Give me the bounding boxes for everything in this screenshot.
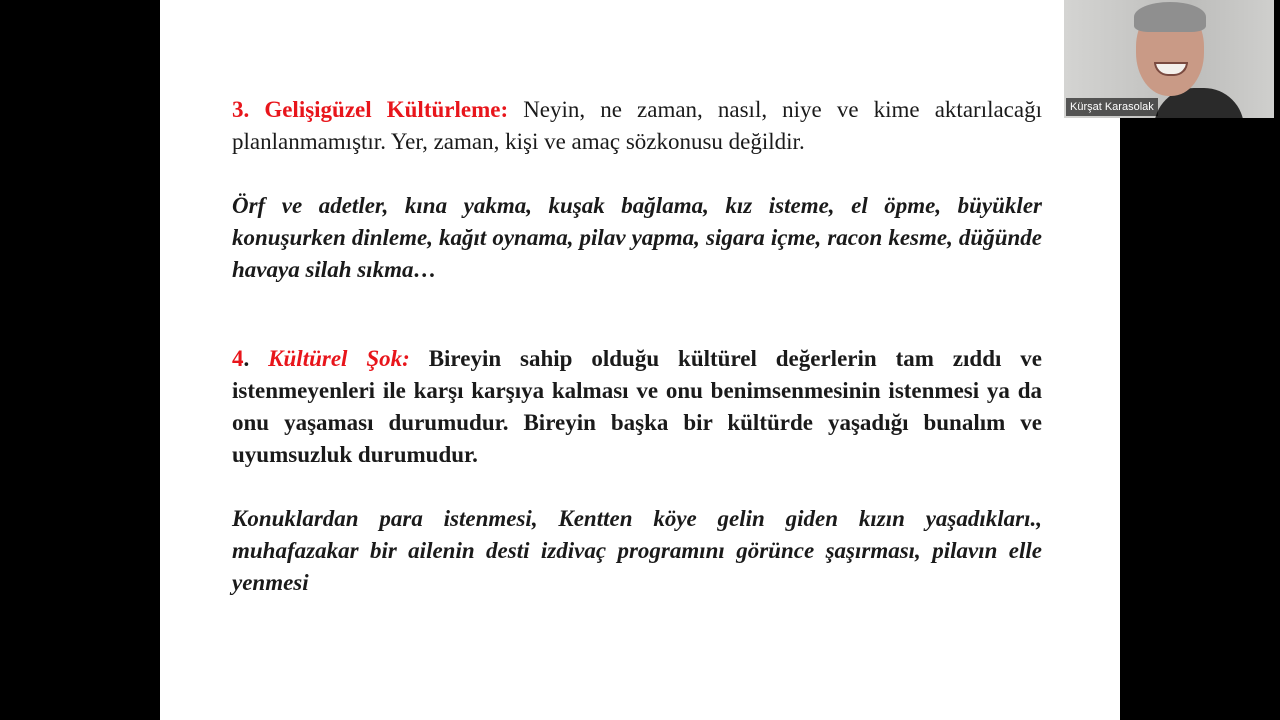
paragraph-number: 4 <box>232 346 244 371</box>
paragraph-examples-1 <box>232 190 1042 286</box>
paragraph-body: Bireyin sahip olduğu kültürel değerlerin tam zıddı ve istenmeyenleri ile karşı karşıya kalması ve onu benimsenmesinin istenmesi ya da onu yaşaması durumudur. Bireyin başka bir kültürde yaşadığı bunalım ve uyumsuzluk durumudur. <box>232 346 1042 467</box>
paragraph-heading: 3. Gelişigüzel Kültürleme: <box>232 97 509 122</box>
paragraph-body: Konuklardan para istenmesi, Kentten köye gelin giden kızın yaşadıkları., muhafazakar bir ailenin desti izdivaç programını görünce şaşırması, pilavın elle yenmesi <box>232 506 1042 595</box>
paragraph-heading: Kültürel Şok: <box>268 346 410 371</box>
participant-video-tile[interactable] <box>1064 0 1274 118</box>
paragraph-number-dot: . <box>243 346 269 371</box>
participant-hair <box>1134 2 1206 32</box>
paragraph-examples-2 <box>232 503 1042 599</box>
paragraph-body: Örf ve adetler, kına yakma, kuşak bağlama, kız isteme, el öpme, büyükler konuşurken dinleme, kağıt oynama, pilav yapma, sigara içme, racon kesme, düğünde havaya silah sıkma… <box>232 193 1042 282</box>
participant-name-label: Kürşat Karasolak <box>1066 98 1158 116</box>
paragraph-body: Neyin, ne zaman, nasıl, niye ve kime aktarılacağı planlanmamıştır. Yer, zaman, kişi ve amaç sözkonusu değildir. <box>232 97 1042 154</box>
paragraph-gelisiguzel-kulturleme <box>232 94 1042 158</box>
paragraph-kulturel-sok <box>232 343 1042 471</box>
presentation-slide <box>160 0 1120 720</box>
